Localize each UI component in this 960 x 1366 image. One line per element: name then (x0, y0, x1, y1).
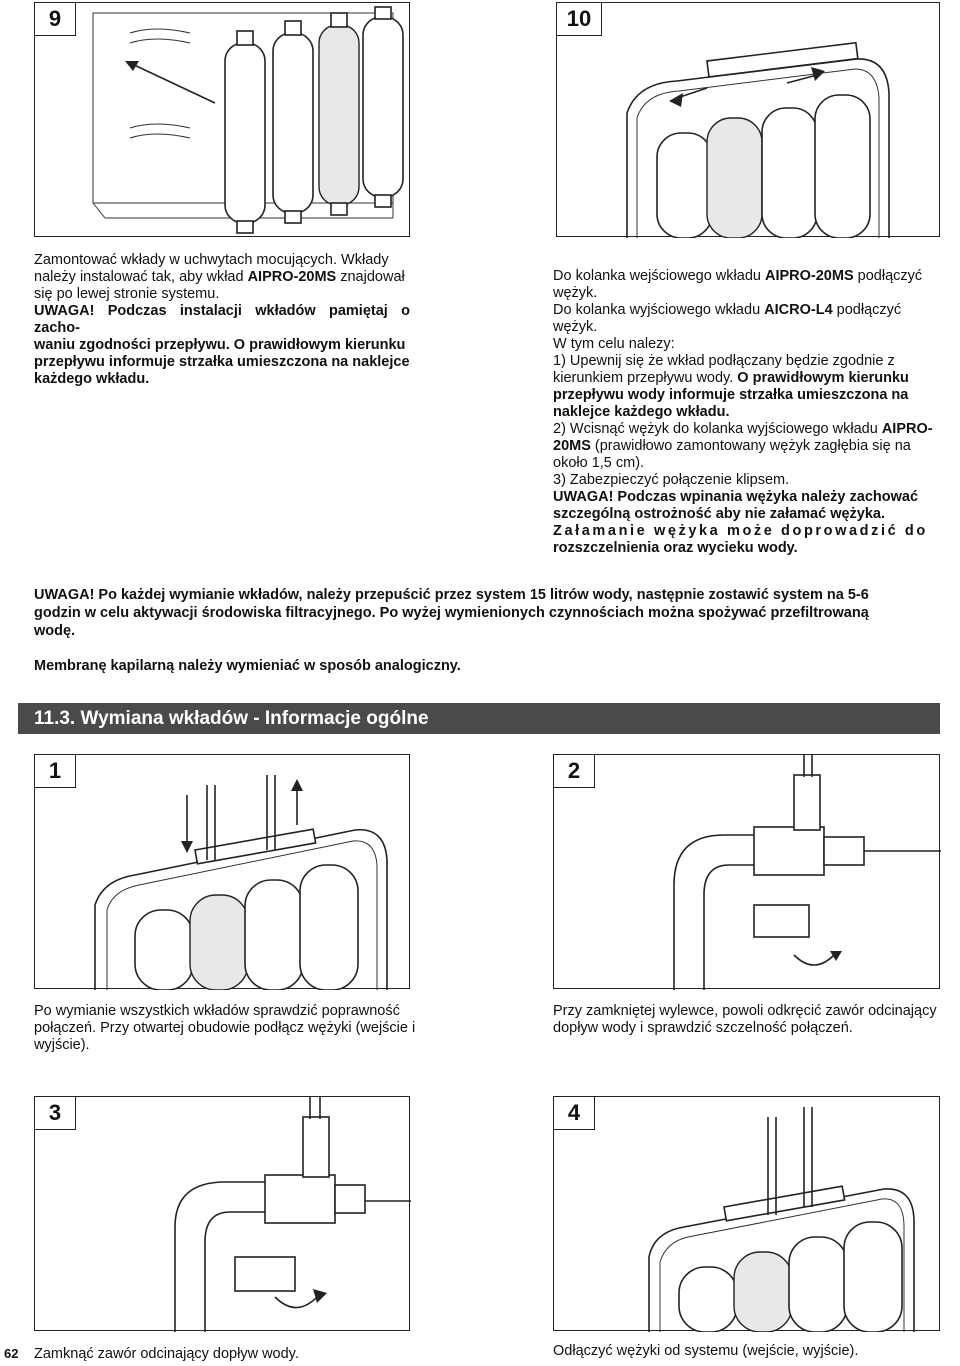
text-line: W tym celu nalezy: (553, 336, 675, 352)
panel-number-4: 4 (554, 1097, 595, 1130)
panel-1-caption (34, 1003, 444, 1054)
section-heading: 11.3. Wymiana wkładów - Informacje ogólne (18, 703, 940, 734)
caption-line: połączeń. Przy otwartej obudowie podłącz wężyki (wejście i (34, 1020, 416, 1036)
text-line: należy instalować tak, aby wkład AIPRO-20MS znajdował (34, 269, 405, 285)
warning-line: godzin w celu aktywacji środowiska filtracyjnego. Po wyżej wymienionych czynnościach można spożywać przefiltrowaną (34, 605, 869, 621)
warning-line: rozszczelnienia oraz wycieku wody. (553, 540, 798, 556)
text-line: 20MS (prawidłowo zamontowany wężyk zagłębia się na (553, 438, 911, 454)
figure-panel-10 (556, 2, 940, 237)
close-valve-illustration (35, 1097, 411, 1332)
text-line: 2) Wcisnąć wężyk do kolanka wyjściowego wkładu AIPRO- (553, 421, 933, 437)
caption-line: dopływ wody i sprawdzić szczelność połączeń. (553, 1020, 853, 1036)
disconnect-hoses-illustration (554, 1097, 941, 1332)
panel-number-1: 1 (35, 755, 76, 788)
open-housing-hoses-illustration (35, 755, 411, 990)
figure-panel-2 (553, 754, 940, 989)
warning-line: szczególną ostrożność aby nie załamać wężyka. (553, 506, 886, 522)
panel-3-caption: Zamknąć zawór odcinający dopływ wody. (34, 1346, 299, 1362)
caption-line: wyjście). (34, 1037, 90, 1053)
panel-2-caption (553, 1003, 940, 1037)
panel-number-10: 10 (557, 3, 602, 36)
text-line: około 1,5 cm). (553, 455, 645, 471)
text-line: Do kolanka wyjściowego wkładu AICRO-L4 podłączyć (553, 302, 902, 318)
figure-panel-4 (553, 1096, 940, 1331)
open-valve-illustration (554, 755, 941, 990)
text-line: przepływu wody informuje strzałka umieszczona na (553, 387, 909, 403)
warning-line: każdego wkładu. (34, 371, 150, 387)
caption-line: Po wymianie wszystkich wkładów sprawdzić poprawność (34, 1003, 400, 1019)
text-line: wężyk. (553, 319, 598, 335)
text-line: 3) Zabezpieczyć połączenie klipsem. (553, 472, 790, 488)
figure-panel-9 (34, 2, 410, 237)
text-line: kierunkiem przepływu wody. O prawidłowym kierunku (553, 370, 909, 386)
warning-line: waniu zgodności przepływu. O prawidłowym kierunku (34, 337, 406, 353)
general-warning (34, 586, 940, 640)
panel-10-description (553, 268, 940, 557)
panel-number-9: 9 (35, 3, 76, 36)
warning-line: UWAGA! Po każdej wymianie wkładów, należy przepuścić przez system 15 litrów wody, następnie zostawić system na 5-6 (34, 587, 869, 603)
hose-connection-illustration (557, 3, 941, 238)
text-line: 1) Upewnij się że wkład podłączany będzie zgodnie z (553, 353, 895, 369)
panel-4-caption: Odłączyć wężyki od systemu (wejście, wyjście). (553, 1343, 859, 1359)
text-line: naklejce każdego wkładu. (553, 404, 730, 420)
membrane-note: Membranę kapilarną należy wymieniać w sposób analogiczny. (34, 658, 461, 674)
text-line: się po lewej stronie systemu. (34, 286, 220, 302)
figure-panel-3 (34, 1096, 410, 1331)
text-line: wężyk. (553, 285, 598, 301)
caption-line: Przy zamkniętej wylewce, powoli odkręcić zawór odcinający (553, 1003, 937, 1019)
text-line: Do kolanka wejściowego wkładu AIPRO-20MS podłączyć (553, 268, 923, 284)
cartridge-mounting-illustration (35, 3, 411, 238)
panel-9-description (34, 252, 410, 388)
warning-line: wodę. (34, 623, 76, 639)
warning-line: przepływu informuje strzałka umieszczona na naklejce (34, 354, 410, 370)
warning-line: Załamanie wężyka może doprowadzić do (553, 523, 928, 539)
text-line: Zamontować wkłady w uchwytach mocujących. Wkłady (34, 252, 389, 268)
figure-panel-1 (34, 754, 410, 989)
panel-number-3: 3 (35, 1097, 76, 1130)
warning-line: UWAGA! Podczas instalacji wkładów pamiętaj o zacho- (34, 303, 410, 336)
warning-line: UWAGA! Podczas wpinania wężyka należy zachować (553, 489, 919, 505)
panel-number-2: 2 (554, 755, 595, 788)
page-number: 62 (4, 1346, 19, 1361)
